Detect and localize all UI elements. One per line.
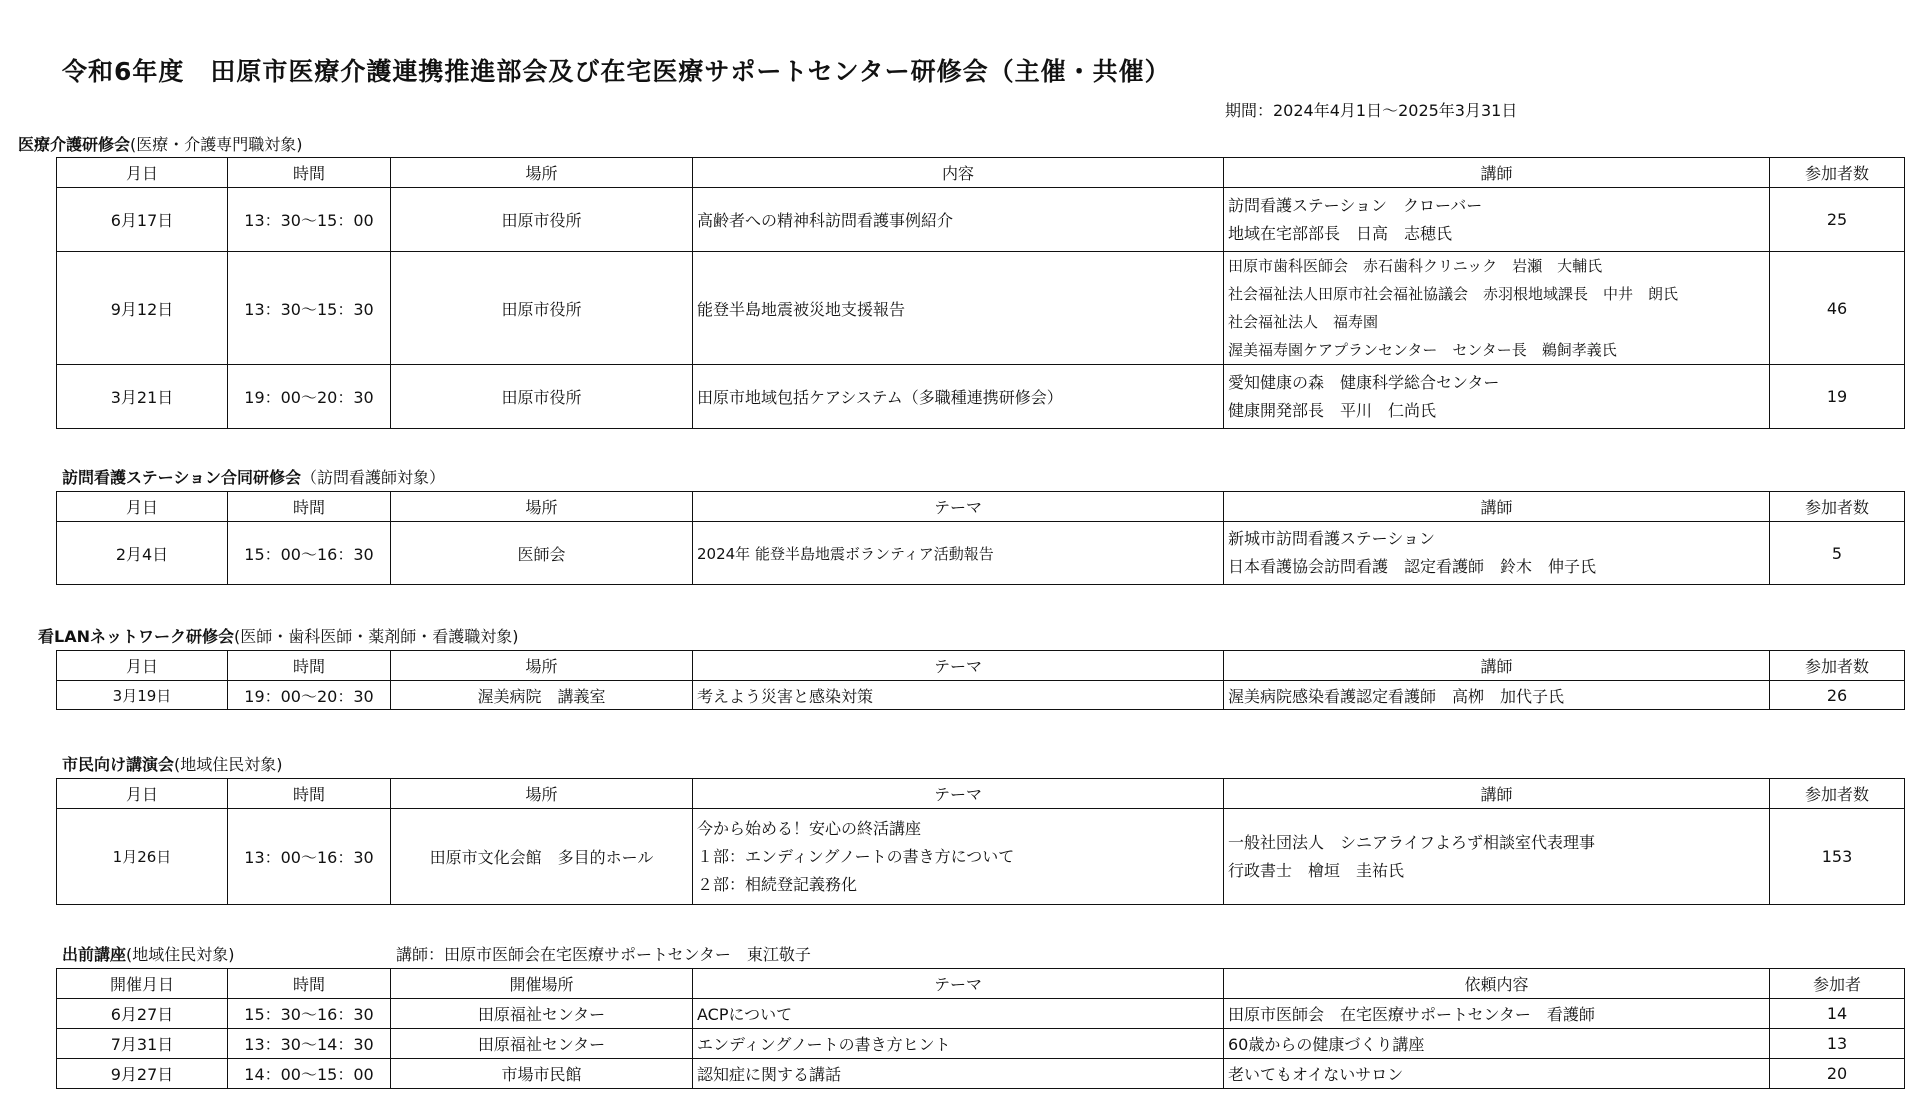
- header-theme: テーマ: [693, 779, 1224, 809]
- header-time: 時間: [228, 779, 391, 809]
- cell-date: 3月21日: [57, 365, 228, 429]
- period-label: 期間：2024年4月1日～2025年3月31日: [1225, 101, 1518, 120]
- lecturer-line: 日本看護協会訪問看護 認定看護師 鈴木 伸子氏: [1228, 557, 1597, 576]
- header-lecturer: 講師: [1224, 492, 1770, 522]
- cell-place: 田原市役所: [391, 252, 693, 365]
- cell-time: 13：30～15：30: [228, 252, 391, 365]
- header-place: 開催場所: [391, 969, 693, 999]
- table-header-row: [57, 492, 1905, 522]
- cell-theme: 考えよう災害と感染対策: [693, 681, 1224, 710]
- header-lecturer: 講師: [1224, 779, 1770, 809]
- section-label-home-nursing: [62, 465, 445, 488]
- cell-date: 1月26日: [57, 809, 228, 905]
- cell-theme: エンディングノートの書き方ヒント: [693, 1029, 1224, 1059]
- section-target: (医療・介護専門職対象): [130, 135, 303, 154]
- lecturer-line: 愛知健康の森 健康科学総合センター: [1228, 372, 1500, 392]
- header-lecturer: 講師: [1224, 651, 1770, 681]
- cell-time: 13：30～15：00: [228, 188, 391, 252]
- cell-count: 25: [1770, 188, 1905, 252]
- header-count: 参加者数: [1770, 492, 1905, 522]
- cell-count: 46: [1770, 252, 1905, 365]
- cell-count: 19: [1770, 365, 1905, 429]
- header-place: 場所: [391, 158, 693, 188]
- cell-time: 19：00～20：30: [228, 681, 391, 710]
- cell-time: 19：00～20：30: [228, 365, 391, 429]
- cell-theme: [693, 809, 1224, 905]
- cell-lecturer: [1224, 252, 1770, 365]
- header-count: 参加者: [1770, 969, 1905, 999]
- header-content: 内容: [693, 158, 1224, 188]
- cell-time: 15：30～16：30: [228, 999, 391, 1029]
- cell-count: 14: [1770, 999, 1905, 1029]
- cell-time: 15：00～16：30: [228, 522, 391, 585]
- header-time: 時間: [228, 158, 391, 188]
- section-label-medical-care: [18, 132, 303, 155]
- cell-time: 13：30～14：30: [228, 1029, 391, 1059]
- cell-content: 能登半島地震被災地支援報告: [693, 252, 1224, 365]
- section-title: 看LANネットワーク研修会: [38, 627, 234, 646]
- header-request: 依頼内容: [1224, 969, 1770, 999]
- table-row: [57, 999, 1905, 1029]
- cell-place: 田原福祉センター: [391, 999, 693, 1029]
- section-title: 訪問看護ステーション合同研修会: [62, 468, 302, 487]
- lecturer-line: 社会福祉法人 福寿園: [1228, 313, 1379, 331]
- lecturer-line: 行政書士 檜垣 圭祐氏: [1228, 860, 1405, 880]
- theme-line: １部：エンディングノートの書き方について: [697, 846, 1015, 866]
- header-theme: テーマ: [693, 492, 1224, 522]
- cell-date: 7月31日: [57, 1029, 228, 1059]
- cell-time: 13：00～16：30: [228, 809, 391, 905]
- kanlan-table: [56, 650, 1905, 710]
- header-time: 時間: [228, 969, 391, 999]
- cell-request: 田原市医師会 在宅医療サポートセンター 看護師: [1224, 999, 1770, 1029]
- cell-place: 田原福祉センター: [391, 1029, 693, 1059]
- lecturer-line: 一般社団法人 シニアライフよろず相談室代表理事: [1228, 832, 1596, 852]
- cell-place: 市場市民館: [391, 1059, 693, 1089]
- cell-date: 6月27日: [57, 999, 228, 1029]
- header-lecturer: 講師: [1224, 158, 1770, 188]
- theme-line: ２部：相続登記義務化: [697, 874, 858, 894]
- cell-count: 20: [1770, 1059, 1905, 1089]
- cell-count: 13: [1770, 1029, 1905, 1059]
- section-target: (地域住民対象): [174, 755, 283, 774]
- header-place: 場所: [391, 492, 693, 522]
- cell-lecturer: [1224, 809, 1770, 905]
- cell-count: 5: [1770, 522, 1905, 585]
- header-theme: テーマ: [693, 969, 1224, 999]
- section-title: 出前講座: [62, 945, 127, 964]
- header-date: 月日: [57, 158, 228, 188]
- theme-line: 今から始める！安心の終活講座: [697, 818, 922, 838]
- cell-request: 老いてもオイないサロン: [1224, 1059, 1770, 1089]
- section-title: 市民向け講演会: [62, 755, 175, 774]
- section-target: (地域住民対象): [126, 945, 235, 964]
- header-place: 場所: [391, 779, 693, 809]
- section-target: (医師・歯科医師・薬剤師・看護職対象): [233, 627, 519, 646]
- header-count: 参加者数: [1770, 651, 1905, 681]
- cell-place: 医師会: [391, 522, 693, 585]
- document-title: 令和6年度 田原市医療介護連携推進部会及び在宅医療サポートセンター研修会（主催・共催）: [62, 57, 1171, 86]
- cell-place: 田原市役所: [391, 188, 693, 252]
- section-label-outreach: [62, 942, 235, 965]
- cell-lecturer: [1224, 365, 1770, 429]
- cell-content: 高齢者への精神科訪問看護事例紹介: [693, 188, 1224, 252]
- table-row: [57, 681, 1905, 710]
- cell-date: 9月27日: [57, 1059, 228, 1089]
- table-row: [57, 252, 1905, 365]
- cell-date: 9月12日: [57, 252, 228, 365]
- outreach-lecturer-note: 講師：田原市医師会在宅医療サポートセンター 東江敬子: [396, 945, 811, 964]
- cell-date: 2月4日: [57, 522, 228, 585]
- lecturer-line: 社会福祉法人田原市社会福祉協議会 赤羽根地域課長 中井 朗氏: [1228, 285, 1679, 303]
- section-title: 医療介護研修会: [18, 135, 131, 154]
- header-time: 時間: [228, 492, 391, 522]
- cell-date: 6月17日: [57, 188, 228, 252]
- lecturer-line: 健康開発部長 平川 仁尚氏: [1228, 400, 1437, 420]
- cell-count: 26: [1770, 681, 1905, 710]
- cell-lecturer: 渥美病院感染看護認定看護師 高栁 加代子氏: [1224, 681, 1770, 710]
- table-row: [57, 1029, 1905, 1059]
- cell-place: 渥美病院 講義室: [391, 681, 693, 710]
- header-date: 月日: [57, 492, 228, 522]
- table-header-row: [57, 158, 1905, 188]
- header-date: 月日: [57, 651, 228, 681]
- cell-content: 田原市地域包括ケアシステム（多職種連携研修会）: [693, 365, 1224, 429]
- cell-theme: 認知症に関する講話: [693, 1059, 1224, 1089]
- header-time: 時間: [228, 651, 391, 681]
- cell-place: 田原市文化会館 多目的ホール: [391, 809, 693, 905]
- cell-theme: ACPについて: [693, 999, 1224, 1029]
- cell-time: 14：00～15：00: [228, 1059, 391, 1089]
- section-target: （訪問看護師対象）: [301, 468, 446, 487]
- table-row: [57, 365, 1905, 429]
- lecturer-line: 地域在宅部部長 日高 志穂氏: [1228, 223, 1453, 243]
- lecturer-line: 新城市訪問看護ステーション: [1228, 529, 1436, 548]
- header-count: 参加者数: [1770, 779, 1905, 809]
- section-label-public-lecture: [62, 752, 283, 775]
- cell-theme: 2024年 能登半島地震ボランティア活動報告: [693, 522, 1224, 585]
- table-header-row: [57, 779, 1905, 809]
- lecturer-line: 訪問看護ステーション クローバー: [1228, 195, 1483, 215]
- outreach-table: [56, 968, 1905, 1089]
- cell-place: 田原市役所: [391, 365, 693, 429]
- header-date: 月日: [57, 779, 228, 809]
- table-row: [57, 809, 1905, 905]
- cell-lecturer: [1224, 522, 1770, 585]
- header-theme: テーマ: [693, 651, 1224, 681]
- home-nursing-table: [56, 491, 1905, 585]
- table-row: [57, 522, 1905, 585]
- public-lecture-table: [56, 778, 1905, 905]
- table-row: [57, 1059, 1905, 1089]
- cell-count: 153: [1770, 809, 1905, 905]
- header-count: 参加者数: [1770, 158, 1905, 188]
- cell-date: 3月19日: [57, 681, 228, 710]
- header-date: 開催月日: [57, 969, 228, 999]
- table-header-row: [57, 651, 1905, 681]
- lecturer-line: 渥美福寿園ケアプランセンター センター長 鵜飼孝義氏: [1228, 341, 1617, 359]
- medical-care-table: [56, 157, 1905, 429]
- lecturer-line: 田原市歯科医師会 赤石歯科クリニック 岩瀬 大輔氏: [1228, 257, 1603, 275]
- header-place: 場所: [391, 651, 693, 681]
- table-row: [57, 188, 1905, 252]
- table-header-row: [57, 969, 1905, 999]
- section-label-kanlan: [38, 624, 518, 647]
- cell-request: 60歳からの健康づくり講座: [1224, 1029, 1770, 1059]
- cell-lecturer: [1224, 188, 1770, 252]
